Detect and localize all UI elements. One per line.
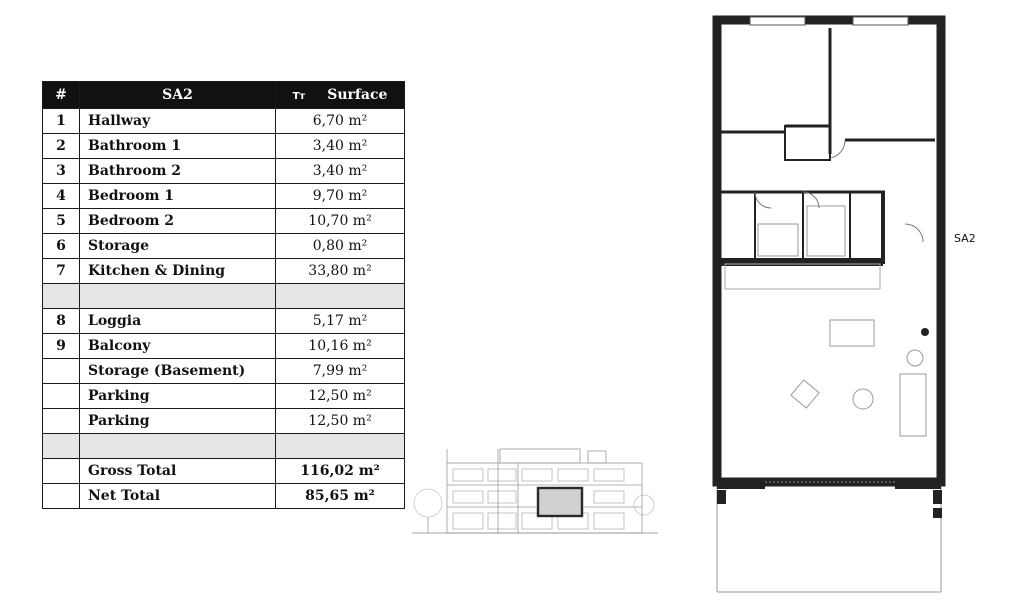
row-name xyxy=(80,434,276,459)
row-surface: 7,99 m² xyxy=(276,359,405,384)
row-surface: 10,70 m² xyxy=(276,209,405,234)
row-surface: 12,50 m² xyxy=(276,384,405,409)
table-row xyxy=(43,334,405,359)
row-number xyxy=(43,434,80,459)
unit-label: SA2 xyxy=(954,232,976,245)
row-surface xyxy=(276,284,405,309)
table-row xyxy=(43,159,405,184)
gross-total-row xyxy=(43,459,405,484)
row-surface: 0,80 m² xyxy=(276,234,405,259)
row-number: 8 xyxy=(43,309,80,334)
row-name: Parking xyxy=(80,409,276,434)
table-row xyxy=(43,384,405,409)
header-unit-name: SA2 xyxy=(80,82,276,109)
table-row xyxy=(43,409,405,434)
floor-plan xyxy=(705,14,955,594)
row-name: Parking xyxy=(80,384,276,409)
net-total-value: 85,65 m² xyxy=(276,484,405,509)
row-name xyxy=(80,284,276,309)
table-row xyxy=(43,209,405,234)
row-number: 6 xyxy=(43,234,80,259)
row-number xyxy=(43,384,80,409)
row-number: 1 xyxy=(43,109,80,134)
row-number: 9 xyxy=(43,334,80,359)
row-number: 7 xyxy=(43,259,80,284)
row-surface: 3,40 m² xyxy=(276,134,405,159)
row-number: 4 xyxy=(43,184,80,209)
row-name: Bedroom 2 xyxy=(80,209,276,234)
row-surface: 5,17 m² xyxy=(276,309,405,334)
net-total-row xyxy=(43,484,405,509)
header-surface-label: Surface xyxy=(327,87,388,103)
row-surface: 3,40 m² xyxy=(276,159,405,184)
table-row xyxy=(43,234,405,259)
row-name: Balcony xyxy=(80,334,276,359)
table-header-row xyxy=(43,82,405,109)
header-number: # xyxy=(43,82,80,109)
unit-highlight xyxy=(538,488,582,516)
row-name: Bathroom 2 xyxy=(80,159,276,184)
net-total-label: Net Total xyxy=(80,484,276,509)
table-row xyxy=(43,134,405,159)
row-name: Loggia xyxy=(80,309,276,334)
row-name: Storage xyxy=(80,234,276,259)
table-row xyxy=(43,359,405,384)
row-number: 5 xyxy=(43,209,80,234)
row-surface xyxy=(276,434,405,459)
table-row xyxy=(43,184,405,209)
spacer-row xyxy=(43,434,405,459)
row-surface: 12,50 m² xyxy=(276,409,405,434)
table-row xyxy=(43,109,405,134)
row-name: Bedroom 1 xyxy=(80,184,276,209)
table-row xyxy=(43,309,405,334)
row-name: Hallway xyxy=(80,109,276,134)
gross-total-value: 116,02 m² xyxy=(276,459,405,484)
text-size-icon: Tт xyxy=(292,91,306,102)
table-row xyxy=(43,259,405,284)
spacer-row xyxy=(43,284,405,309)
row-number xyxy=(43,359,80,384)
row-name: Bathroom 1 xyxy=(80,134,276,159)
row-surface: 6,70 m² xyxy=(276,109,405,134)
building-elevation xyxy=(410,445,660,535)
row-surface: 33,80 m² xyxy=(276,259,405,284)
row-surface: 10,16 m² xyxy=(276,334,405,359)
row-number xyxy=(43,409,80,434)
header-surface xyxy=(276,82,405,109)
row-number xyxy=(43,284,80,309)
area-table xyxy=(42,81,405,509)
row-name: Kitchen & Dining xyxy=(80,259,276,284)
gross-total-label: Gross Total xyxy=(80,459,276,484)
row-number: 2 xyxy=(43,134,80,159)
row-number: 3 xyxy=(43,159,80,184)
row-surface: 9,70 m² xyxy=(276,184,405,209)
row-name: Storage (Basement) xyxy=(80,359,276,384)
